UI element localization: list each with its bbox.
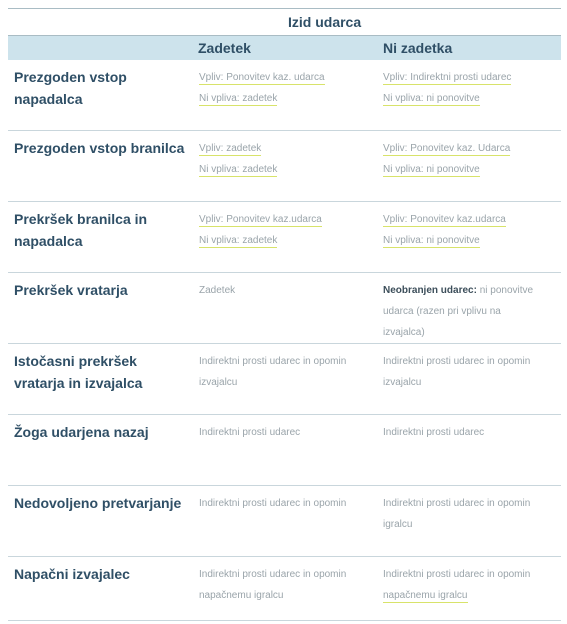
cell-line: ni ponovitve bbox=[476, 285, 534, 296]
cell-line: Indirektni prosti udarec in opomin bbox=[199, 498, 347, 509]
row-label: Prezgoden vstop branilca bbox=[14, 140, 185, 156]
cell-line: Vpliv: Ponovitev kaz. udarca bbox=[199, 72, 325, 83]
no-goal-cell bbox=[383, 280, 555, 343]
column-header-row bbox=[8, 35, 561, 60]
row-label: Žoga udarjena nazaj bbox=[14, 424, 149, 440]
no-goal-cell bbox=[383, 493, 555, 535]
cell-line: Zadetek bbox=[199, 285, 236, 296]
table-row bbox=[8, 415, 561, 486]
no-goal-cell bbox=[383, 564, 555, 606]
no-goal-cell bbox=[383, 351, 555, 393]
row-label: Prezgoden vstop napadalca bbox=[14, 69, 127, 107]
row-label: Nedovoljeno pretvarjanje bbox=[14, 495, 182, 511]
cell-line: Indirektni prosti udarec in opomin bbox=[383, 498, 531, 509]
no-goal-cell bbox=[383, 209, 555, 251]
cell-line: Indirektni prosti udarec in opomin bbox=[383, 356, 531, 367]
cell-line: Ni vpliva: zadetek bbox=[199, 164, 278, 175]
cell-line: udarca (razen pri vplivu na bbox=[383, 306, 501, 317]
table-row bbox=[8, 131, 561, 202]
cell-line: izvajalcu bbox=[199, 377, 238, 388]
goal-cell bbox=[199, 138, 371, 180]
cell-line: Ni vpliva: ni ponovitve bbox=[383, 164, 480, 175]
cell-line: Ni vpliva: zadetek bbox=[199, 235, 278, 246]
row-label: Prekršek branilca in napadalca bbox=[14, 211, 148, 249]
cell-line: napačnemu igralcu bbox=[383, 590, 468, 601]
column-header-goal: Zadetek bbox=[198, 40, 251, 56]
row-label: Napačni izvajalec bbox=[14, 566, 130, 582]
table-row bbox=[8, 557, 561, 621]
goal-cell bbox=[199, 280, 371, 301]
table-row bbox=[8, 486, 561, 557]
row-label: Istočasni prekršek vratarja in izvajalca bbox=[14, 353, 143, 391]
goal-cell bbox=[199, 351, 371, 393]
table-title-text: Izid udarca bbox=[288, 14, 362, 30]
no-goal-cell bbox=[383, 138, 555, 180]
cell-strong-text: Neobranjen udarec: bbox=[383, 285, 477, 296]
goal-cell bbox=[199, 209, 371, 251]
cell-line: Indirektni prosti udarec in opomin bbox=[383, 569, 531, 580]
row-label: Prekršek vratarja bbox=[14, 282, 128, 298]
cell-line: Indirektni prosti udarec bbox=[199, 427, 301, 438]
cell-line: izvajalcu bbox=[383, 377, 422, 388]
cell-line: Indirektni prosti udarec bbox=[383, 427, 485, 438]
column-header-no-goal: Ni zadetka bbox=[383, 40, 453, 56]
goal-cell bbox=[199, 422, 371, 443]
cell-line: Vpliv: Ponovitev kaz.udarca bbox=[199, 214, 322, 225]
cell-line: Vpliv: Indirektni prosti udarec bbox=[383, 72, 512, 83]
cell-line: igralcu bbox=[383, 519, 413, 530]
cell-line: Vpliv: zadetek bbox=[199, 143, 262, 154]
cell-line: Vpliv: Ponovitev kaz. Udarca bbox=[383, 143, 511, 154]
cell-line: Indirektni prosti udarec in opomin bbox=[199, 356, 347, 367]
goal-cell bbox=[199, 564, 371, 606]
table-row bbox=[8, 344, 561, 415]
penalty-outcome-table bbox=[8, 8, 561, 621]
table-row bbox=[8, 60, 561, 131]
table-title bbox=[8, 8, 561, 35]
cell-line: Ni vpliva: ni ponovitve bbox=[383, 235, 480, 246]
table-row bbox=[8, 273, 561, 344]
no-goal-cell bbox=[383, 422, 555, 443]
cell-line: Indirektni prosti udarec in opomin bbox=[199, 569, 347, 580]
no-goal-cell bbox=[383, 67, 555, 109]
cell-line: napačnemu igralcu bbox=[199, 590, 284, 601]
goal-cell bbox=[199, 67, 371, 109]
goal-cell bbox=[199, 493, 371, 514]
cell-line: izvajalca) bbox=[383, 327, 425, 338]
cell-line: Vpliv: Ponovitev kaz.udarca bbox=[383, 214, 506, 225]
cell-line: Ni vpliva: ni ponovitve bbox=[383, 93, 480, 104]
cell-line: Ni vpliva: zadetek bbox=[199, 93, 278, 104]
table-row bbox=[8, 202, 561, 273]
